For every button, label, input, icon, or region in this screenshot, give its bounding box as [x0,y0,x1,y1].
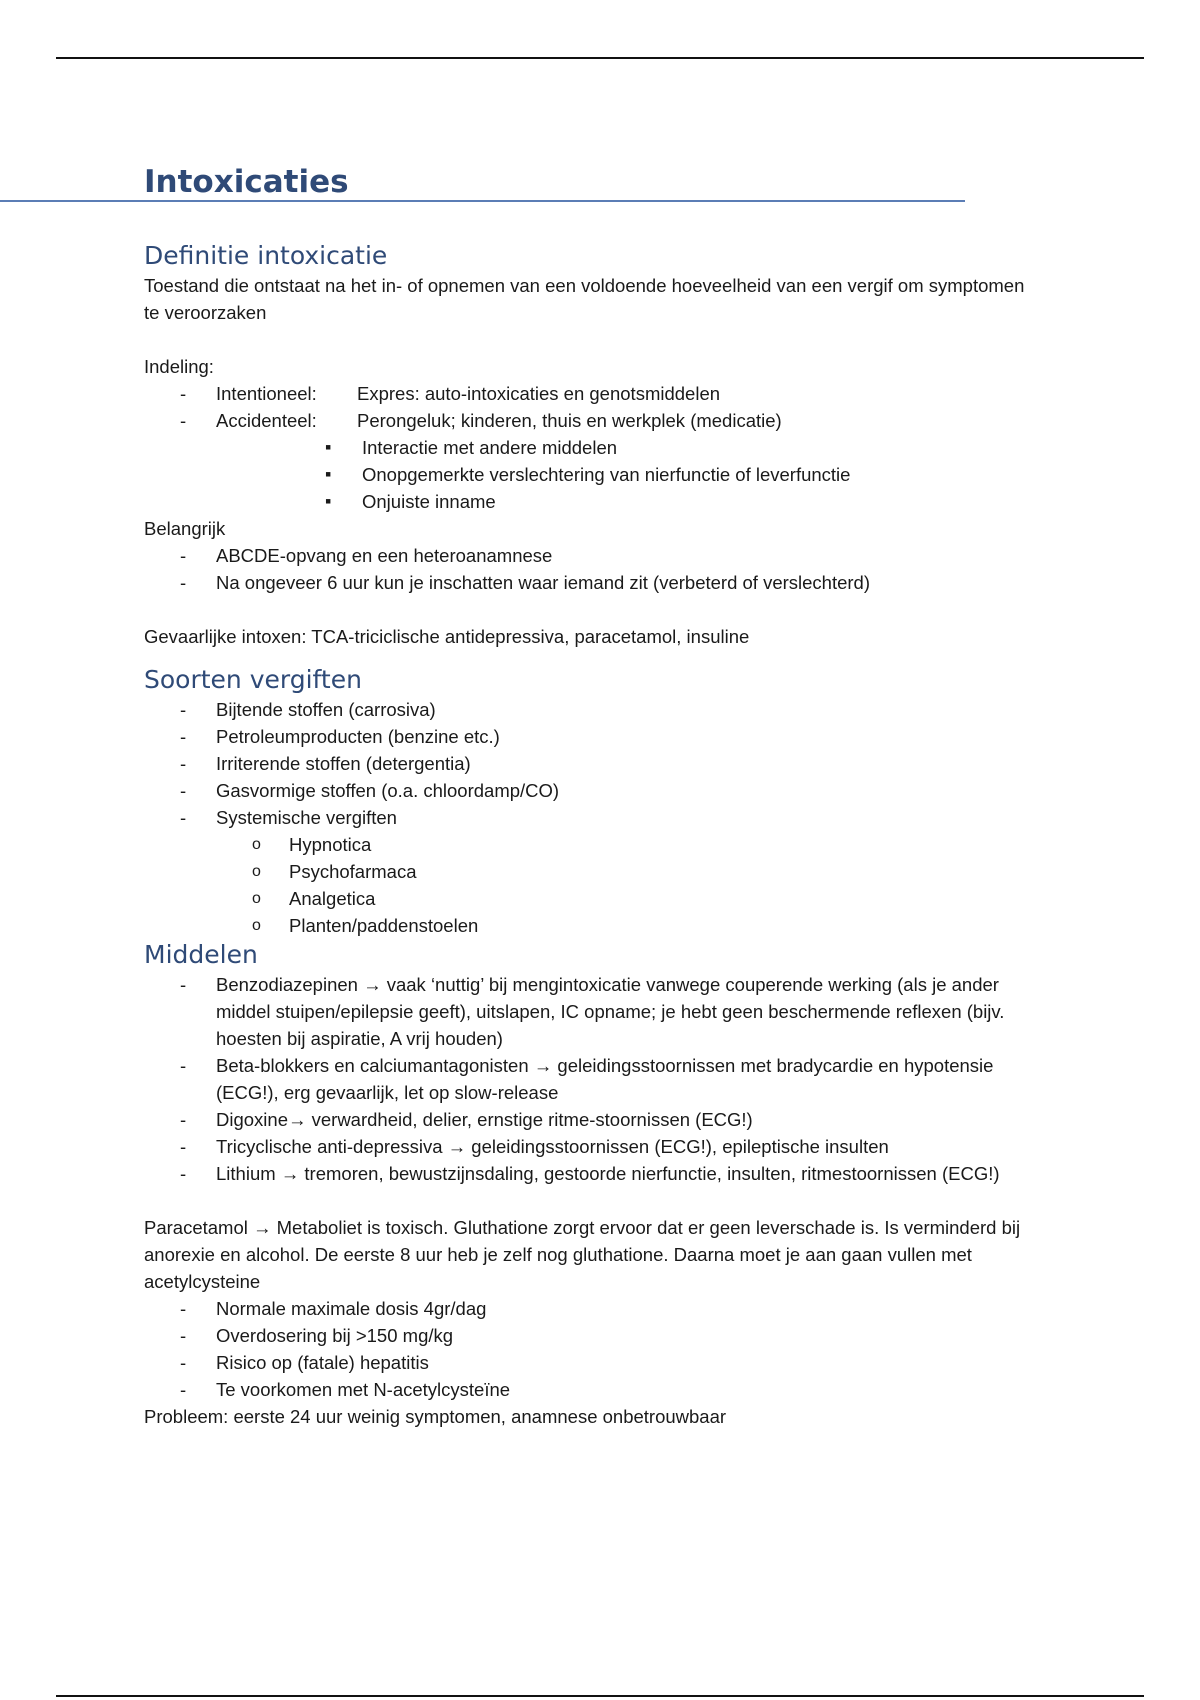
section-soorten [144,664,1044,939]
list-item: - Gasvormige stoffen (o.a. chloordamp/CO) [144,777,1044,804]
belangrijk-list [144,542,1044,596]
list-item: ▪ Onjuiste inname [144,488,1044,515]
middelen-list [144,971,1044,1187]
indeling-list [144,380,1044,434]
probleem-text: Probleem: eerste 24 uur weinig symptomen, anamnese onbetrouwbaar [144,1406,727,1427]
document-body [144,160,1044,1430]
footer-rule [56,1695,1144,1697]
soorten-list [144,696,1044,831]
header-rule [56,57,1144,59]
list-item: o Planten/paddenstoelen [144,912,1044,939]
heading-soorten: Soorten vergiften [144,665,362,694]
list-item: - Risico op (fatale) hepatitis [144,1349,1044,1376]
list-item: - Digoxine→ verwardheid, delier, ernstige ritme-stoornissen (ECG!) [144,1106,1044,1133]
list-item: - Accidenteel: Perongeluk; kinderen, thuis en werkplek (medicatie) [144,407,1044,434]
list-item: - Benzodiazepinen → vaak ‘nuttig’ bij mengintoxicatie vanwege couperende werking (als je ander middel stuipen/epilepsie geeft), uitslapen, IC opname; je hebt geen beschermende reflexen (bijv. hoesten bij aspiratie, A vrij houden) [144,971,1044,1052]
list-item: ▪ Onopgemerkte verslechtering van nierfunctie of leverfunctie [144,461,1044,488]
list-item: - Bijtende stoffen (carrosiva) [144,696,1044,723]
page-title: Intoxicaties [144,164,349,200]
heading-middelen: Middelen [144,940,258,969]
list-item: - Systemische vergiften [144,804,1044,831]
list-item: - ABCDE-opvang en een heteroanamnese [144,542,1044,569]
list-item: - Intentioneel: Expres: auto-intoxicaties en genotsmiddelen [144,380,1044,407]
list-item: - Lithium → tremoren, bewustzijnsdaling, gestoorde nierfunctie, insulten, ritmestoornissen (ECG!) [144,1160,1044,1187]
heading-definitie: Definitie intoxicatie [144,241,388,270]
belangrijk-label: Belangrijk [144,518,226,539]
list-item: - Beta-blokkers en calciumantagonisten → geleidingsstoornissen met bradycardie en hypotensie (ECG!), erg gevaarlijk, let op slow-release [144,1052,1044,1106]
indeling-label: Indeling: [144,356,214,377]
definitie-text: Toestand die ontstaat na het in- of opnemen van een voldoende hoeveelheid van een vergif om symptomen te veroorzaken [144,275,1025,323]
section-definitie [144,240,1044,650]
section-middelen [144,939,1044,1430]
list-item: - Overdosering bij >150 mg/kg [144,1322,1044,1349]
list-item: o Psychofarmaca [144,858,1044,885]
list-item: ▪ Interactie met andere middelen [144,434,1044,461]
list-item: - Irriterende stoffen (detergentia) [144,750,1044,777]
list-item: o Analgetica [144,885,1044,912]
list-item: - Tricyclische anti-depressiva → geleidingsstoornissen (ECG!), epileptische insulten [144,1133,1044,1160]
list-item: - Petroleumproducten (benzine etc.) [144,723,1044,750]
accidenteel-sublist [144,434,1044,515]
paracetamol-list [144,1295,1044,1403]
list-item: - Na ongeveer 6 uur kun je inschatten waar iemand zit (verbeterd of verslechterd) [144,569,1044,596]
list-item: o Hypnotica [144,831,1044,858]
paracetamol-text: Paracetamol → Metaboliet is toxisch. Gluthatione zorgt ervoor dat er geen leverschade is. Is verminderd bij anorexie en alcohol. De eerste 8 uur heb je zelf nog gluthatione. Daarna moet je aan gaan vullen met acetylcysteine [144,1217,1021,1292]
list-item: - Te voorkomen met N-acetylcysteïne [144,1376,1044,1403]
gevaarlijk-text: Gevaarlijke intoxen: TCA-triciclische antidepressiva, paracetamol, insuline [144,626,750,647]
list-item: - Normale maximale dosis 4gr/dag [144,1295,1044,1322]
systemisch-sublist [144,831,1044,939]
